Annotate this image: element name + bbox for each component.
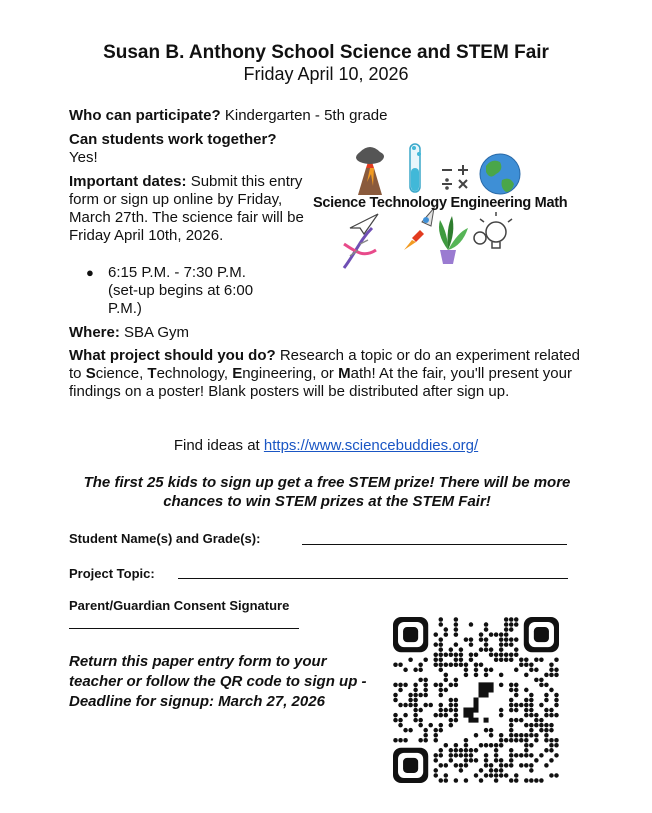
project-s-rest: cience,	[95, 365, 148, 382]
project-topic-line[interactable]	[178, 578, 568, 579]
paper-plane-icon	[350, 214, 378, 234]
letter-m: M	[338, 365, 351, 382]
participate-question: Who can participate?	[69, 107, 221, 124]
ideas-prefix: Find ideas at	[173, 437, 264, 454]
where-row	[69, 324, 189, 342]
bullet-icon: ●	[86, 265, 94, 280]
project-text-a: Research a topic or do an experiment related to	[69, 347, 580, 382]
together-question: Can students work together?	[69, 131, 277, 148]
where-value: SBA Gym	[124, 324, 190, 341]
return-message: Return this paper entry form to your teacher or follow the QR code to sign up - Deadline for signup: March 27, 2026	[69, 653, 367, 710]
participate-row	[69, 107, 387, 125]
signup-qr-code[interactable]	[393, 617, 559, 783]
letter-t: T	[147, 365, 157, 382]
plant-icon	[439, 216, 468, 264]
dates-label: Important dates:	[69, 173, 187, 190]
project-topic-label: Project Topic:	[69, 566, 155, 581]
dna-icon	[344, 228, 376, 268]
important-dates	[69, 173, 309, 245]
volcano-icon	[356, 147, 384, 195]
bullet-note: (set-up begins at 6:00 P.M.)	[108, 282, 254, 317]
time-bullet	[86, 264, 290, 318]
consent-signature-line[interactable]	[69, 628, 299, 629]
student-name-line[interactable]	[302, 544, 567, 545]
project-t-rest: echnology,	[156, 365, 233, 382]
consent-label: Parent/Guardian Consent Signature	[69, 598, 290, 613]
fair-date: Friday April 10, 2026	[243, 64, 409, 84]
bullet-time: 6:15 P.M. - 7:30 P.M.	[108, 264, 246, 281]
stem-words: Science Technology Engineering Math	[313, 195, 568, 211]
letter-e: E	[232, 365, 243, 382]
letter-s: S	[85, 365, 96, 382]
prize-notice: The first 25 kids to sign up get a free STEM prize! There will be more chances to win STEM prizes at the STEM Fair!	[83, 474, 571, 510]
student-name-label: Student Name(s) and Grade(s):	[69, 531, 261, 546]
ideas-link[interactable]: https://www.sciencebuddies.org/	[263, 437, 479, 454]
project-paragraph	[69, 347, 589, 401]
where-label: Where:	[69, 324, 120, 341]
participate-answer: Kindergarten - 5th grade	[224, 107, 388, 124]
project-m-rest: ath! At the fair, you'll present your findings on a poster! Blank posters will be distributed after sign up.	[69, 365, 572, 400]
globe-icon	[480, 154, 520, 194]
ideas-line	[0, 437, 652, 454]
project-question: What project should you do?	[69, 347, 276, 364]
together-answer: Yes!	[69, 149, 98, 166]
qr-dino-icon	[463, 682, 493, 722]
project-e-rest: ngineering, or	[242, 365, 339, 382]
test-tube-icon	[410, 144, 421, 192]
math-symbols-icon	[442, 165, 468, 189]
page-title: Susan B. Anthony School Science and STEM Fair	[103, 42, 549, 63]
rocket-icon	[404, 208, 434, 250]
gear-bulb-icon	[474, 212, 512, 248]
dates-text: Submit this entry form or sign up online by Friday, March 27th. The science fair will be Friday April 10th, 2026.	[69, 173, 304, 244]
